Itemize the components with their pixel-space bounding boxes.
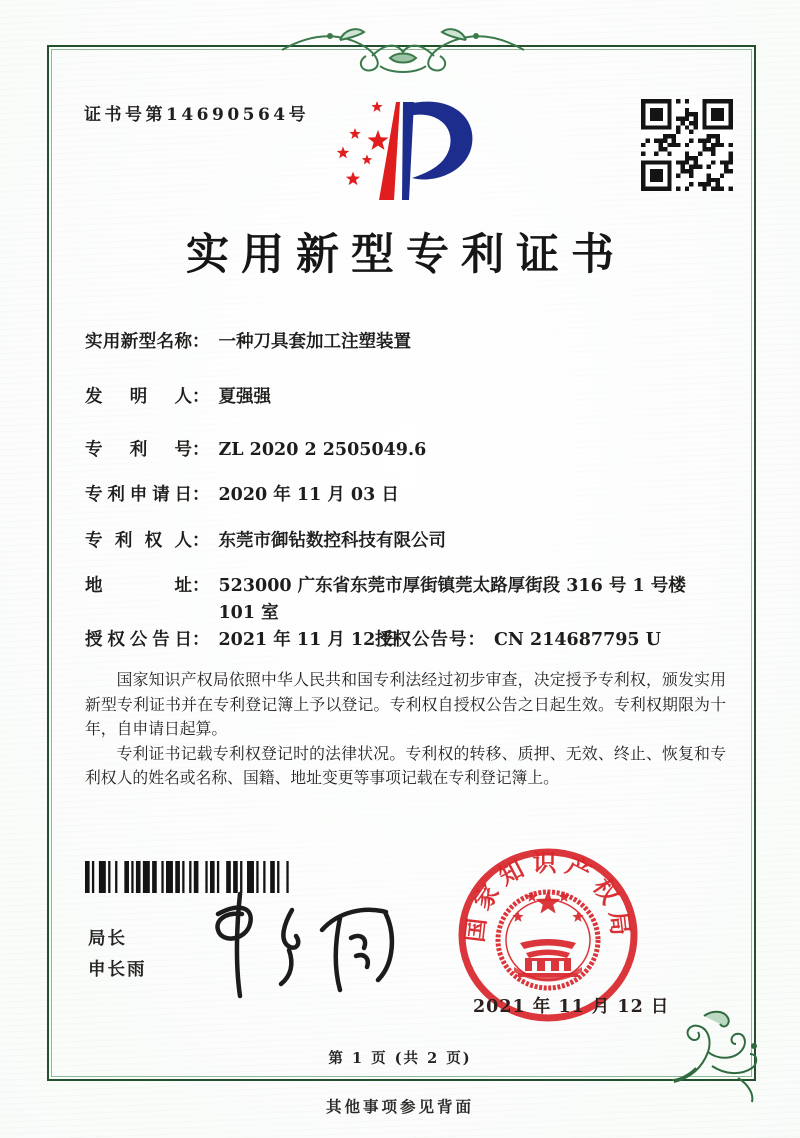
field-value: 523000 广东省东莞市厚街镇莞太路厚街段 316 号 1 号楼 101 室 <box>218 576 686 623</box>
field-label: 授权公告号 <box>375 630 468 650</box>
field-value: 一种刀具套加工注塑装置 <box>218 332 411 352</box>
field-colon: ： <box>192 630 210 650</box>
field-colon: ： <box>192 332 210 352</box>
field-label: 专利申请日 <box>85 485 192 505</box>
field-row-filing-date <box>85 482 726 509</box>
field-row-grant <box>85 627 726 654</box>
field-value: 2021 年 11 月 12 日 <box>218 630 399 650</box>
cnipa-logo <box>320 94 488 208</box>
page-indicator: 第 1 页 (共 2 页) <box>328 1050 472 1067</box>
field-row-patentee <box>85 528 726 555</box>
back-note-text: 其他事项参见背面 <box>325 1097 474 1116</box>
field-value: CN 214687795 U <box>494 630 661 650</box>
signer-title-label: 局长 <box>88 929 127 949</box>
field-label: 实用新型名称 <box>85 332 192 352</box>
field-label: 授权公告日 <box>85 630 192 650</box>
field-row-inventor <box>85 384 726 411</box>
logo-stars-icon <box>337 101 389 185</box>
field-grant-no-group <box>375 627 661 654</box>
field-colon: ： <box>192 387 210 407</box>
legal-text-paragraph: 专利证书记载专利权登记时的法律状况。专利权的转移、质押、无效、终止、恢复和专利权人的姓名或名称、国籍、地址变更等事项记载在专利登记簿上。 <box>85 743 726 788</box>
field-colon: ： <box>192 485 210 505</box>
field-row-patent-no <box>85 437 726 464</box>
field-value: 东莞市御钻数控科技有限公司 <box>218 531 446 551</box>
field-value: 2020 年 11 月 03 日 <box>218 485 399 505</box>
legal-text-paragraph: 国家知识产权局依照中华人民共和国专利法经过初步审查，决定授予专利权，颁发实用新型专利证书并在专利登记簿上予以登记。专利权自授权公告之日起生效。专利权期限为十年，自申请日起算。 <box>85 670 726 739</box>
seal-text: 国家知识产权局 <box>459 847 637 944</box>
field-colon: ： <box>192 531 210 551</box>
field-colon: ： <box>467 630 485 650</box>
signer-name-label: 申长雨 <box>88 960 147 980</box>
field-label: 专利权人 <box>85 531 192 551</box>
qr-code <box>641 99 733 191</box>
logo-p-shape <box>379 102 472 200</box>
field-colon: ： <box>192 440 210 460</box>
field-value: ZL 2020 2 2505049.6 <box>218 440 427 460</box>
seal-date-text: 2021 年 11 月 12 日 <box>473 997 670 1017</box>
field-label: 地址 <box>85 576 192 596</box>
field-label: 专利号 <box>85 440 192 460</box>
field-row-address <box>85 573 726 627</box>
certificate-title: 实用新型专利证书 <box>186 230 626 280</box>
signature-handwriting <box>188 882 408 1000</box>
field-label: 发明人 <box>85 387 192 407</box>
field-value: 夏强强 <box>218 387 271 407</box>
seal-emblem-icon <box>512 890 583 982</box>
field-row-name <box>85 329 726 356</box>
field-colon: ： <box>192 576 210 596</box>
legal-text-block <box>85 668 726 791</box>
cert-number-text: 证书号第14690564号 <box>84 105 310 125</box>
